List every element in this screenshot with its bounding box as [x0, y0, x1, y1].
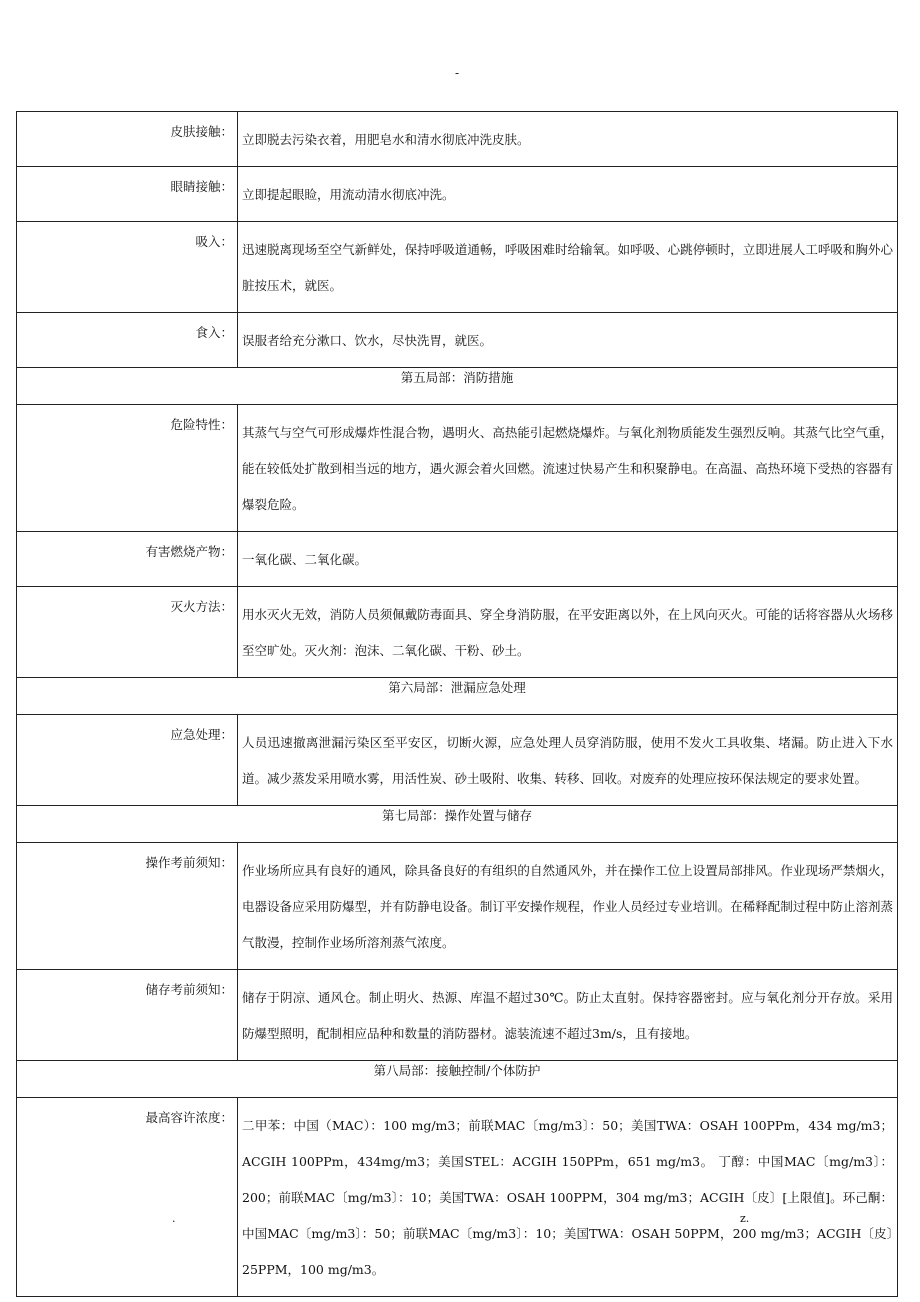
row-value: 一氧化碳、二氧化碳。 [238, 532, 898, 587]
row-value: 作业场所应具有良好的通风，除具备良好的有组织的自然通风外，并在操作工位上设置局部排风。作业现场严禁烟火，电器设备应采用防爆型，并有防静电设备。制订平安操作规程，作业人员经过专业培训。在稀释配制过程中防止溶剂蒸气散漫，控制作业场所溶剂蒸气浓度。 [238, 843, 898, 970]
table-row [17, 587, 898, 678]
row-label: 储存考前须知： [17, 970, 238, 1061]
row-value: 用水灭火无效，消防人员须佩戴防毒面具、穿全身消防服，在平安距离以外，在上风向灭火。可能的话将容器从火场移至空旷处。灭火剂：泡沫、二氧化碳、干粉、砂土。 [238, 587, 898, 678]
row-label: 危险特性： [17, 405, 238, 532]
section-title: 第七局部：操作处置与储存 [17, 806, 898, 843]
table-row [17, 112, 898, 167]
row-value: 立即脱去污染衣着，用肥皂水和清水彻底冲洗皮肤。 [238, 112, 898, 167]
section-header-row [17, 806, 898, 843]
section-header-row [17, 678, 898, 715]
footer-right-mark: z. [740, 1212, 750, 1225]
row-label: 有害燃烧产物： [17, 532, 238, 587]
table-body [17, 112, 898, 1297]
table-row [17, 313, 898, 368]
row-value: 人员迅速撤离泄漏污染区至平安区，切断火源，应急处理人员穿消防服，使用不发火工具收集、堵漏。防止进入下水道。减少蒸发采用喷水雾，用活性炭、砂土吸附、收集、转移、回收。对废弃的处理应按环保法规定的要求处置。 [238, 715, 898, 806]
row-label: 灭火方法： [17, 587, 238, 678]
row-label: 皮肤接触： [17, 112, 238, 167]
section-title: 第六局部：泄漏应急处理 [17, 678, 898, 715]
row-value: 立即提起眼睑，用流动清水彻底冲洗。 [238, 167, 898, 222]
row-label: 吸入： [17, 222, 238, 313]
row-label: 眼睛接触： [17, 167, 238, 222]
safety-data-table [16, 111, 898, 1297]
table-row [17, 1098, 898, 1297]
row-value: 储存于阴凉、通风仓。制止明火、热源、库温不超过30℃。防止太直射。保持容器密封。应与氧化剂分开存放。采用防爆型照明，配制相应品种和数量的消防器材。滤装流速不超过3m/s，且有接地。 [238, 970, 898, 1061]
row-label: 食入： [17, 313, 238, 368]
row-value: 迅速脱离现场至空气新鲜处，保持呼吸道通畅，呼吸困难时给输氧。如呼吸、心跳停顿时，立即进展人工呼吸和胸外心脏按压术，就医。 [238, 222, 898, 313]
table-row [17, 532, 898, 587]
row-label: 操作考前须知： [17, 843, 238, 970]
row-value: 其蒸气与空气可形成爆炸性混合物，遇明火、高热能引起燃烧爆炸。与氧化剂物质能发生强烈反响。其蒸气比空气重，能在较低处扩散到相当远的地方，遇火源会着火回燃。流速过快易产生和积聚静电。在高温、高热环境下受热的容器有爆裂危险。 [238, 405, 898, 532]
section-header-row [17, 1061, 898, 1098]
section-header-row [17, 368, 898, 405]
table-row [17, 843, 898, 970]
table-row [17, 405, 898, 532]
section-title: 第八局部：接触控制/个体防护 [17, 1061, 898, 1098]
footer-left-mark: . [172, 1212, 176, 1225]
table-row [17, 167, 898, 222]
table-row [17, 970, 898, 1061]
row-value: 误服者给充分漱口、饮水，尽快洗胃，就医。 [238, 313, 898, 368]
table-row [17, 715, 898, 806]
page-header-mark: - [455, 66, 460, 80]
table-row [17, 222, 898, 313]
row-value: 二甲苯：中国（MAC）：100 mg/m3；前联MAC〔mg/m3〕：50；美国TWA：OSAH 100PPm，434 mg/m3；ACGIH 100PPm，434mg/m3；美国STEL：ACGIH 150PPm，651 mg/m3。 丁醇：中国MAC〔mg/m3〕：200；前联MAC〔mg/m3〕：10；美国TWA：OSAH 100PPM，304 mg/m3；ACGIH〔皮〕[上限值]。环己酮：中国MAC〔mg/m3〕：50；前联MAC〔mg/m3〕：10；美国TWA：OSAH 50PPM，200 mg/m3；ACGIH〔皮〕25PPM，100 mg/m3。 [238, 1098, 898, 1297]
row-label: 最高容许浓度： [17, 1098, 238, 1297]
section-title: 第五局部：消防措施 [17, 368, 898, 405]
row-label: 应急处理： [17, 715, 238, 806]
